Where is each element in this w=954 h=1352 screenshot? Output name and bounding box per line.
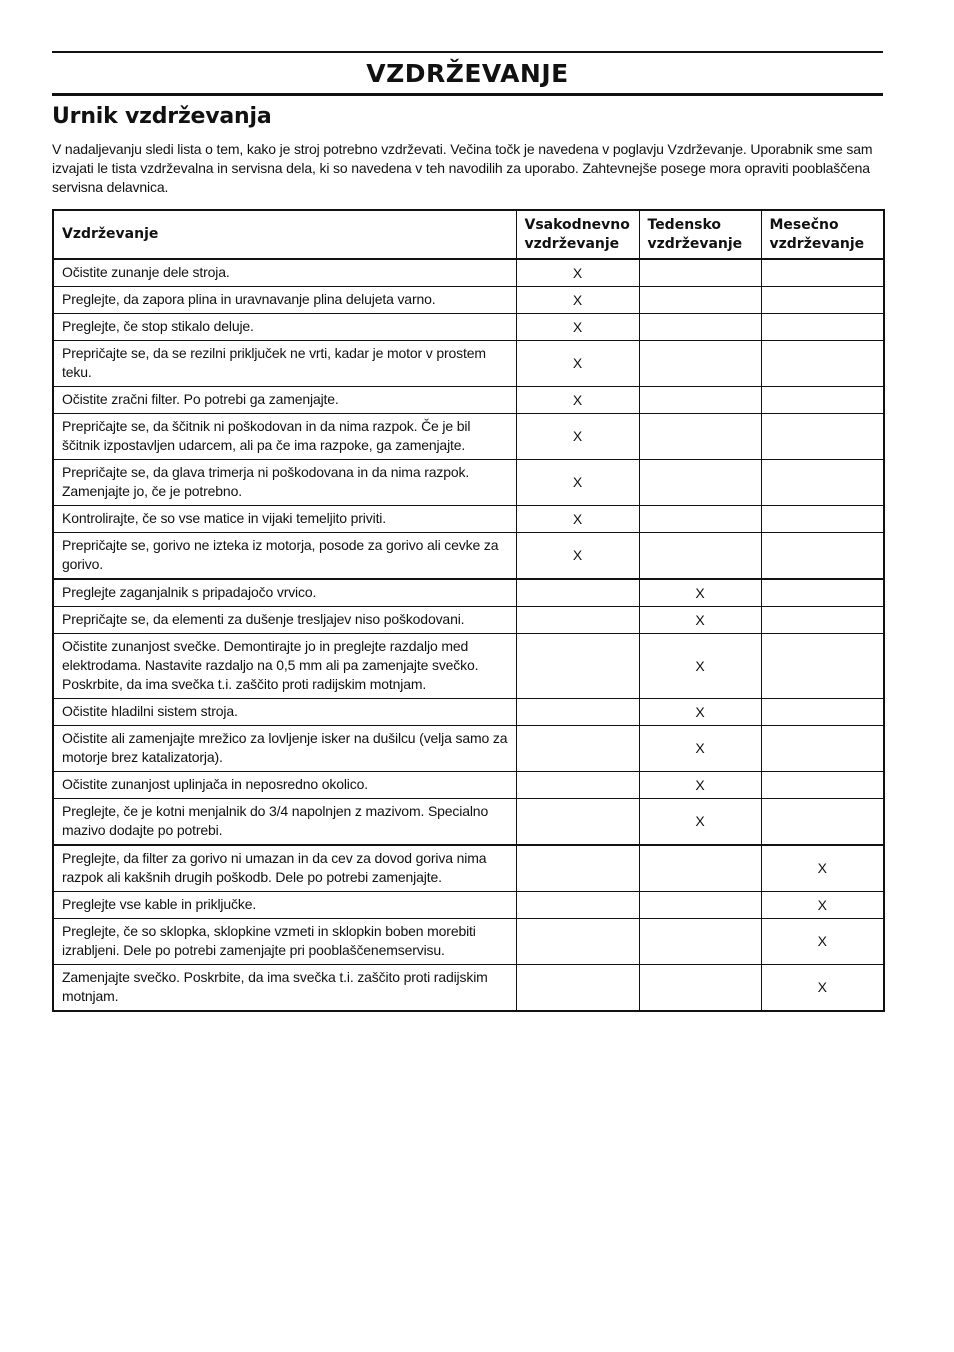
weekly-cell: X [639,634,761,699]
weekly-cell [639,387,761,414]
task-cell: Prepričajte se, da ščitnik ni poškodovan in da nima razpok. Če je bil ščitnik izpostavljen udarcem, ali pa če ima razpoke, ga zamenjajte. [53,414,516,460]
task-cell: Očistite zunanje dele stroja. [53,259,516,287]
section-title: Urnik vzdrževanja [52,104,272,129]
weekly-cell [639,965,761,1012]
weekly-cell: X [639,699,761,726]
weekly-cell [639,259,761,287]
task-cell: Očistite zračni filter. Po potrebi ga zamenjajte. [53,387,516,414]
daily-cell [516,607,639,634]
monthly-cell [761,414,884,460]
monthly-cell [761,341,884,387]
task-cell: Preglejte zaganjalnik s pripadajočo vrvico. [53,579,516,607]
task-cell: Preglejte, da zapora plina in uravnavanje plina delujeta varno. [53,287,516,314]
monthly-cell [761,259,884,287]
header-daily: Vsakodnevno vzdrževanje [516,210,639,259]
task-cell: Preglejte, če je kotni menjalnik do 3/4 napolnjen z mazivom. Specialno mazivo dodajte po potrebi. [53,799,516,846]
weekly-cell: X [639,772,761,799]
table-row [53,460,884,506]
monthly-cell [761,726,884,772]
table-row [53,287,884,314]
monthly-cell [761,533,884,580]
monthly-cell [761,579,884,607]
weekly-cell [639,287,761,314]
task-cell: Zamenjajte svečko. Poskrbite, da ima svečka t.i. zaščito proti radijskim motnjam. [53,965,516,1012]
daily-cell [516,892,639,919]
monthly-cell [761,699,884,726]
weekly-cell [639,341,761,387]
weekly-cell: X [639,607,761,634]
task-cell: Prepričajte se, da glava trimerja ni poškodovana in da nima razpok. Zamenjajte jo, če je potrebno. [53,460,516,506]
daily-cell: X [516,341,639,387]
task-cell: Očistite zunanjost svečke. Demontirajte jo in preglejte razdaljo med elektrodama. Nastavite razdaljo na 0,5 mm ali pa zamenjajte svečko. Poskrbite, da ima svečka t.i. zaščito proti radijskim motnjam. [53,634,516,699]
table-row [53,579,884,607]
monthly-cell [761,460,884,506]
daily-cell: X [516,259,639,287]
monthly-cell [761,772,884,799]
table-row [53,533,884,580]
task-cell: Preglejte vse kable in priključke. [53,892,516,919]
table-row [53,387,884,414]
monthly-cell: X [761,919,884,965]
daily-cell: X [516,506,639,533]
task-cell: Preglejte, če so sklopka, sklopkine vzmeti in sklopkin boben morebiti izrabljeni. Dele po potrebi zamenjajte pri pooblaščenemservisu. [53,919,516,965]
monthly-cell [761,387,884,414]
weekly-cell [639,414,761,460]
table-row [53,965,884,1012]
daily-cell: X [516,414,639,460]
weekly-cell [639,845,761,892]
daily-cell [516,699,639,726]
maintenance-schedule-table [52,209,885,1012]
task-cell: Preglejte, da filter za gorivo ni umazan in da cev za dovod goriva nima razpok ali kakšnih drugih poškodb. Dele po potrebi zamenjajte. [53,845,516,892]
weekly-cell [639,314,761,341]
table-row [53,607,884,634]
daily-cell: X [516,387,639,414]
weekly-cell [639,460,761,506]
table-row [53,414,884,460]
table-row [53,314,884,341]
weekly-cell [639,892,761,919]
task-cell: Kontrolirajte, če so vse matice in vijaki temeljito priviti. [53,506,516,533]
table-row [53,892,884,919]
task-cell: Očistite hladilni sistem stroja. [53,699,516,726]
table-row [53,341,884,387]
table-row [53,726,884,772]
table-row [53,772,884,799]
main-title: VZDRŽEVANJE [366,58,569,88]
task-cell: Prepričajte se, da elementi za dušenje tresljajev niso poškodovani. [53,607,516,634]
daily-cell [516,726,639,772]
table-row [53,506,884,533]
weekly-cell: X [639,799,761,846]
weekly-cell [639,506,761,533]
monthly-cell [761,799,884,846]
page [52,51,883,1004]
monthly-cell [761,287,884,314]
weekly-cell: X [639,579,761,607]
monthly-cell [761,607,884,634]
table-row [53,699,884,726]
monthly-cell [761,634,884,699]
header-monthly: Mesečno vzdrževanje [761,210,884,259]
table-row [53,259,884,287]
monthly-cell [761,314,884,341]
table-row [53,845,884,892]
daily-cell [516,579,639,607]
daily-cell [516,965,639,1012]
table-header-row [53,210,884,259]
header-weekly: Tedensko vzdrževanje [639,210,761,259]
task-cell: Očistite zunanjost uplinjača in neposredno okolico. [53,772,516,799]
task-cell: Prepričajte se, da se rezilni priključek ne vrti, kadar je motor v prostem teku. [53,341,516,387]
monthly-cell [761,506,884,533]
monthly-cell: X [761,892,884,919]
task-cell: Prepričajte se, gorivo ne izteka iz motorja, posode za gorivo ali cevke za gorivo. [53,533,516,580]
daily-cell [516,799,639,846]
weekly-cell [639,533,761,580]
header-task: Vzdrževanje [53,210,516,259]
monthly-cell: X [761,845,884,892]
daily-cell [516,772,639,799]
task-cell: Preglejte, če stop stikalo deluje. [53,314,516,341]
weekly-cell [639,919,761,965]
table-body [53,259,884,1011]
table-row [53,799,884,846]
daily-cell: X [516,533,639,580]
table-row [53,919,884,965]
weekly-cell: X [639,726,761,772]
table-row [53,634,884,699]
monthly-cell: X [761,965,884,1012]
daily-cell [516,845,639,892]
daily-cell [516,919,639,965]
daily-cell [516,634,639,699]
daily-cell: X [516,314,639,341]
title-bar [52,51,883,96]
daily-cell: X [516,460,639,506]
daily-cell: X [516,287,639,314]
task-cell: Očistite ali zamenjajte mrežico za lovljenje isker na dušilcu (velja samo za motorje brez katalizatorja). [53,726,516,772]
intro-paragraph: V nadaljevanju sledi lista o tem, kako je stroj potrebno vzdrževati. Večina točk je navedena v poglavju Vzdrževanje. Uporabnik sme sam izvajati le tista vzdrževalna in servisna dela, ki so navedena v teh navodilih za uporabo. Zahtevnejše posege mora opraviti pooblaščena servisna delavnica. [52,141,873,195]
